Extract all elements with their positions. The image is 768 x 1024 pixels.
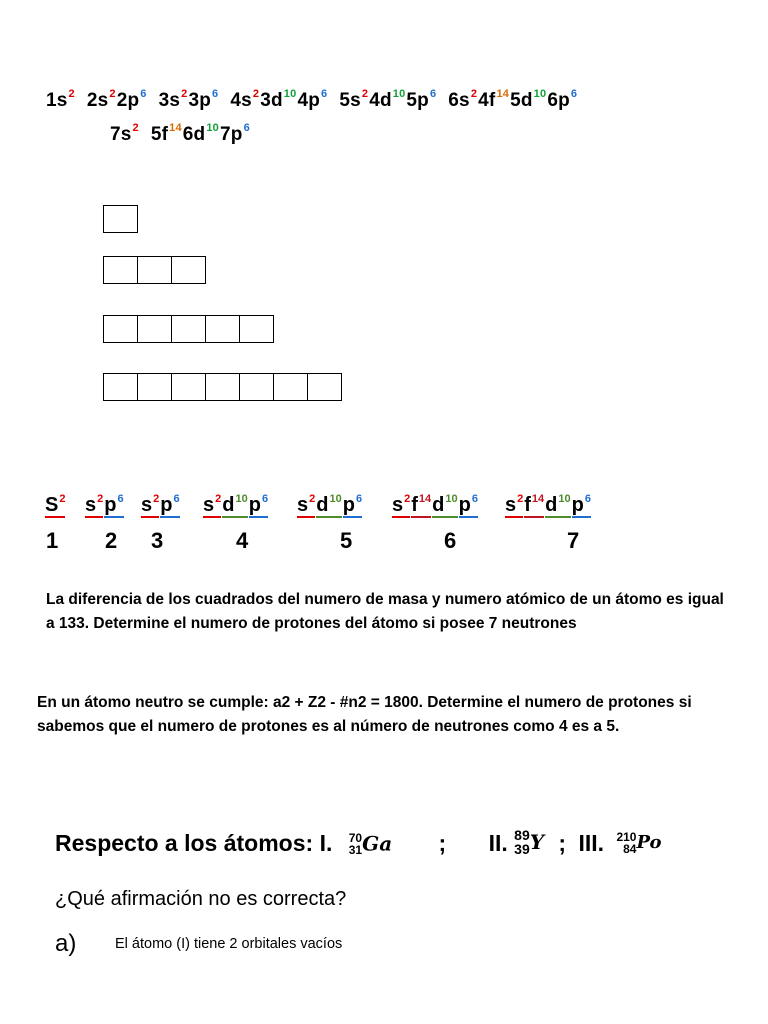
subshell-p: $p^6$ [248, 493, 269, 516]
orbital-box [137, 373, 172, 401]
level-group-1 [45, 494, 66, 518]
problem-2-text: En un átomo neutro se cumple: a2 + Z2 - #n2 = 1800. Determine el numero de protones si sabemos que el numero de protones es al número de neutrones como 4 es a 5. [37, 694, 692, 735]
config-line-1 [46, 90, 578, 112]
config-term: $5d^{10}$ [510, 88, 547, 111]
config-term: $6s^2$ [448, 88, 478, 111]
orbital-boxes-d [103, 315, 274, 343]
orbital-box [171, 256, 206, 284]
orbital-boxes-s [103, 205, 138, 233]
orbital-box [103, 205, 138, 233]
orbital-box [103, 256, 138, 284]
level-group-4 [203, 494, 269, 518]
level-group-5 [297, 494, 363, 518]
level-number-1: 1 [46, 528, 59, 553]
question-title: Respecto a los átomos: I. 70 31 Ga ; II. 89 39 Y ; III. 210 84 Po [55, 826, 662, 857]
subshell-s: $s^2$ [297, 493, 316, 516]
level-group-7 [505, 494, 592, 518]
subshell-d: $d^{10}$ [432, 493, 458, 516]
orbital-box [239, 315, 274, 343]
config-term: $3s^2$ [158, 88, 188, 111]
config-term: $7p^6$ [220, 122, 250, 145]
subshell-s: $s^2$ [141, 493, 160, 516]
orbital-box [103, 373, 138, 401]
level-group-3 [141, 494, 181, 518]
subshell-p: $p^6$ [458, 493, 478, 516]
nuclide-po: 210 84 Po [616, 829, 662, 856]
subshell-s: $s^2$ [392, 493, 411, 516]
nuclide-ga: 70 31 Ga [348, 830, 393, 857]
config-term: $4f^{14}$ [478, 88, 510, 111]
subshell-f: $f^{14}$ [411, 493, 432, 516]
subshell-p: $p^6$ [104, 493, 124, 516]
subshell-d: $d^{10}$ [545, 493, 571, 516]
subshell-s: $S^2$ [45, 493, 66, 516]
level-group-6 [392, 494, 479, 518]
config-term: $4s^2$ [230, 88, 260, 111]
orbital-box [171, 315, 206, 343]
level-number-2: 2 [105, 528, 118, 553]
config-term: $5f^{14}$ [150, 122, 182, 145]
config-term: $3p^6$ [188, 88, 219, 111]
subshell-f: $f^{14}$ [524, 493, 545, 516]
config-term: $1s^2$ [46, 88, 75, 111]
orbital-box [137, 256, 172, 284]
orbital-box [171, 373, 206, 401]
config-term: $6d^{10}$ [182, 122, 219, 145]
option-a-text: El átomo (I) tiene 2 orbitales vacíos [115, 936, 343, 952]
orbital-box [273, 373, 308, 401]
subshell-s: $s^2$ [203, 493, 222, 516]
config-term: $4d^{10}$ [369, 88, 406, 111]
orbital-box [307, 373, 342, 401]
subshell-d: $d^{10}$ [222, 493, 248, 516]
nuclide-y: 89 39 Y [514, 826, 545, 857]
config-term: $5p^6$ [406, 88, 437, 111]
subshell-p: $p^6$ [160, 493, 180, 516]
level-number-4: 4 [236, 528, 249, 553]
orbital-box [239, 373, 274, 401]
subshell-p: $p^6$ [342, 493, 363, 516]
config-term: $2s^2$ [86, 88, 116, 111]
level-number-6: 6 [444, 528, 457, 553]
level-number-7: 7 [567, 528, 580, 553]
config-term: $6p^6$ [547, 88, 578, 111]
subshell-s: $s^2$ [505, 493, 524, 516]
config-term: $5s^2$ [339, 88, 369, 111]
orbital-boxes-f [103, 373, 342, 401]
config-term: $4p^6$ [297, 88, 328, 111]
subshell-s: $s^2$ [85, 493, 104, 516]
orbital-box [205, 315, 240, 343]
orbital-box [103, 315, 138, 343]
config-term: $3d^{10}$ [260, 88, 297, 111]
config-line-2 [110, 124, 251, 146]
question-prefix: Respecto a los átomos: I. [55, 830, 333, 856]
subshell-p: $p^6$ [571, 493, 591, 516]
orbital-box [137, 315, 172, 343]
problem-1-text: La diferencia de los cuadrados del numero de masa y numero atómico de un átomo es igual a 133. Determine el numero de protones del átomo si posee 7 neutrones [46, 591, 724, 632]
config-term: $7s^2$ [110, 122, 139, 145]
question-prompt: ¿Qué afirmación no es correcta? [55, 888, 347, 910]
orbital-box [205, 373, 240, 401]
level-number-5: 5 [340, 528, 353, 553]
level-number-3: 3 [151, 528, 164, 553]
level-group-2 [85, 494, 125, 518]
orbital-boxes-p [103, 256, 206, 284]
option-a-label: a) [55, 930, 77, 957]
subshell-d: $d^{10}$ [316, 493, 342, 516]
config-term: $2p^6$ [116, 88, 147, 111]
